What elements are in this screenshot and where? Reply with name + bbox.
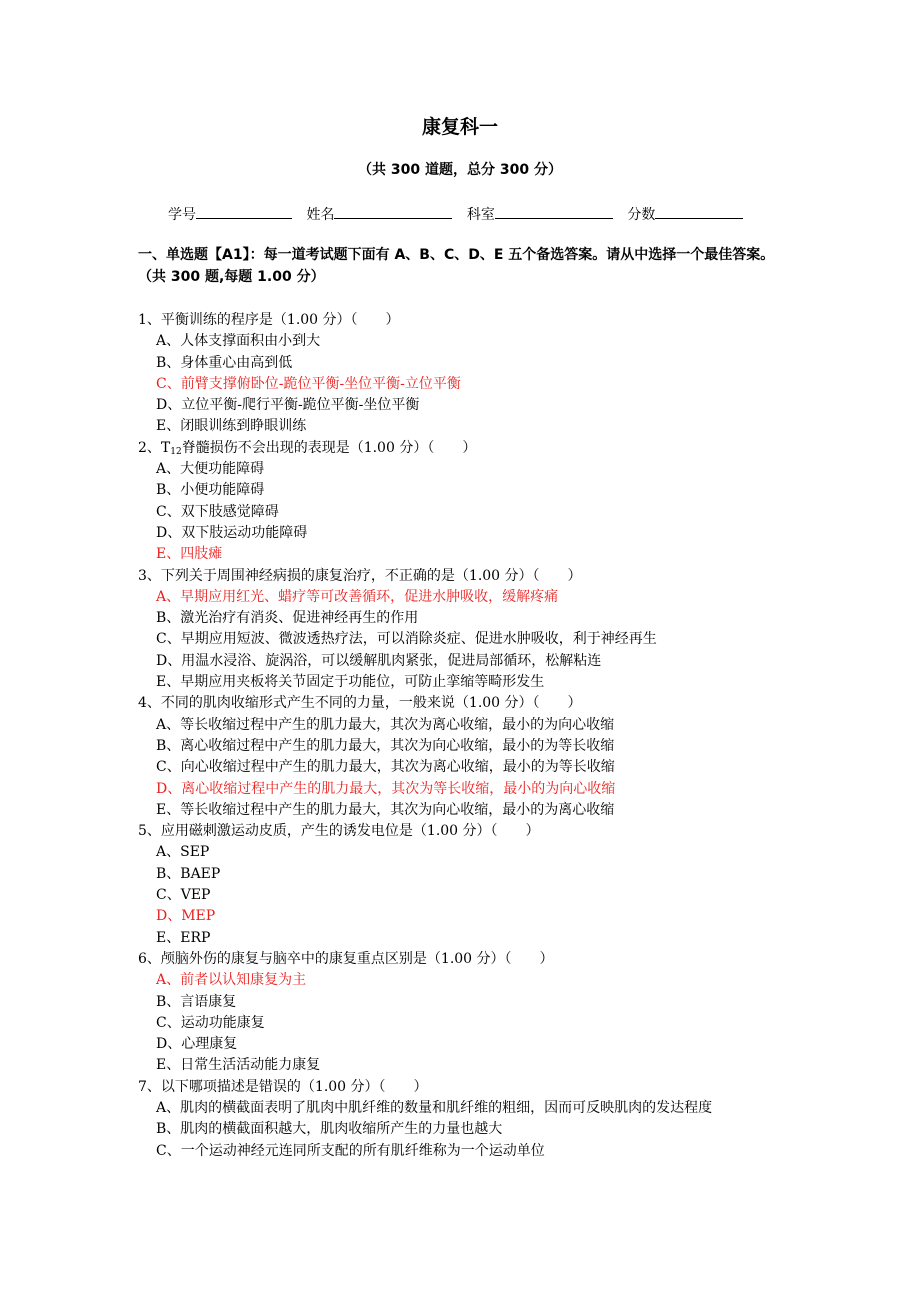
option-e: E、ERP [156, 929, 211, 946]
question-2 [138, 438, 788, 566]
option-c: C、向心收缩过程中产生的肌力最大，其次为离心收缩，最小的为等长收缩 [156, 759, 615, 776]
option-b: B、肌肉的横截面积越大，肌肉收缩所产生的力量也越大 [156, 1121, 503, 1138]
option-b: B、激光治疗有消炎、促进神经再生的作用 [156, 610, 419, 627]
department-label: 科室 [466, 207, 495, 223]
option-a: A、等长收缩过程中产生的肌力最大，其次为离心收缩，最小的为向心收缩 [156, 716, 615, 733]
stem-prefix: 2、T [138, 439, 171, 456]
option-d: D、立位平衡-爬行平衡-跪位平衡-坐位平衡 [156, 397, 420, 414]
option-d: D、用温水浸浴、旋涡浴，可以缓解肌肉紧张，促进局部循环，松解粘连 [156, 652, 602, 669]
student-id-field [168, 204, 292, 225]
option-d-correct: D、MEP [156, 908, 216, 925]
option-e: E、等长收缩过程中产生的肌力最大，其次为向心收缩，最小的为离心收缩 [156, 801, 615, 818]
question-stem: 1、平衡训练的程序是（1.00 分）（ ） [138, 312, 400, 328]
score-field [627, 204, 743, 225]
option-d: D、心理康复 [156, 1036, 238, 1053]
question-stem: 7、以下哪项描述是错误的（1.00 分）（ ） [138, 1078, 428, 1095]
question-stem: 6、颅脑外伤的康复与脑卒中的康复重点区别是（1.00 分）（ ） [138, 950, 554, 967]
question-7 [138, 1077, 788, 1162]
question-stem [138, 438, 788, 459]
option-a: A、人体支撑面积由小到大 [156, 333, 321, 350]
option-a-correct: A、前者以认知康复为主 [156, 972, 307, 989]
option-d-correct: D、离心收缩过程中产生的肌力最大，其次为等长收缩，最小的为向心收缩 [156, 780, 616, 797]
option-e: E、日常生活活动能力康复 [156, 1057, 321, 1074]
question-1 [138, 310, 788, 438]
name-blank [334, 204, 452, 219]
option-c: C、双下肢感觉障碍 [156, 503, 279, 520]
option-a: A、大便功能障碍 [156, 461, 265, 478]
name-label: 姓名 [306, 207, 335, 223]
option-b: B、身体重心由高到低 [156, 354, 293, 371]
name-field [306, 204, 452, 225]
option-e: E、闭眼训练到睁眼训练 [156, 418, 307, 435]
page-subtitle: （共 300 道题，总分 300 分） [358, 162, 562, 178]
option-e: E、早期应用夹板将关节固定于功能位，可防止挛缩等畸形发生 [156, 674, 545, 691]
option-b: B、离心收缩过程中产生的肌力最大，其次为向心收缩，最小的为等长收缩 [156, 737, 615, 754]
student-id-label: 学号 [168, 207, 196, 223]
question-5 [138, 821, 788, 949]
option-c-correct: C、前臂支撑俯卧位-跪位平衡-坐位平衡-立位平衡 [156, 375, 461, 392]
student-id-blank [196, 204, 292, 219]
score-blank [655, 204, 743, 219]
option-c: C、VEP [156, 887, 211, 904]
score-label: 分数 [627, 207, 656, 223]
department-blank [495, 204, 613, 219]
question-list [138, 310, 788, 1162]
stem-subscript: 12 [170, 446, 182, 457]
section-heading: 一、单选题【A1】：每一道考试题下面有 A、B、C、D、E 五个备选答案。请从中选择一个最佳答案。（共 300 题,每题 1.00 分） [138, 247, 775, 285]
option-b: B、言语康复 [156, 993, 237, 1010]
option-c: C、一个运动神经元连同所支配的所有肌纤维称为一个运动单位 [156, 1142, 545, 1159]
option-e-correct: E、四肢瘫 [156, 546, 223, 563]
question-6 [138, 949, 788, 1077]
option-a: A、SEP [156, 844, 210, 861]
option-a-correct: A、早期应用红光、蜡疗等可改善循环，促进水肿吸收，缓解疼痛 [156, 588, 559, 605]
page-title: 康复科一 [421, 116, 498, 138]
stem-suffix: 脊髓损伤不会出现的表现是（1.00 分）（ ） [181, 439, 477, 456]
question-stem: 3、下列关于周围神经病损的康复治疗，不正确的是（1.00 分）（ ） [138, 567, 582, 584]
option-b: B、小便功能障碍 [156, 482, 265, 499]
question-3 [138, 566, 788, 694]
info-row [168, 204, 753, 225]
department-field [467, 204, 613, 225]
option-b: B、BAEP [156, 865, 221, 882]
option-c: C、早期应用短波、微波透热疗法，可以消除炎症、促进水肿吸收，利于神经再生 [156, 631, 657, 648]
option-c: C、运动功能康复 [156, 1014, 265, 1031]
question-stem: 5、应用磁刺激运动皮质，产生的诱发电位是（1.00 分）（ ） [138, 823, 540, 840]
option-a: A、肌肉的横截面表明了肌肉中肌纤维的数量和肌纤维的粗细，因而可反映肌肉的发达程度 [156, 1099, 713, 1116]
question-stem: 4、不同的肌肉收缩形式产生不同的力量，一般来说（1.00 分）（ ） [138, 695, 582, 712]
option-d: D、双下肢运动功能障碍 [156, 524, 308, 541]
question-4 [138, 693, 788, 821]
